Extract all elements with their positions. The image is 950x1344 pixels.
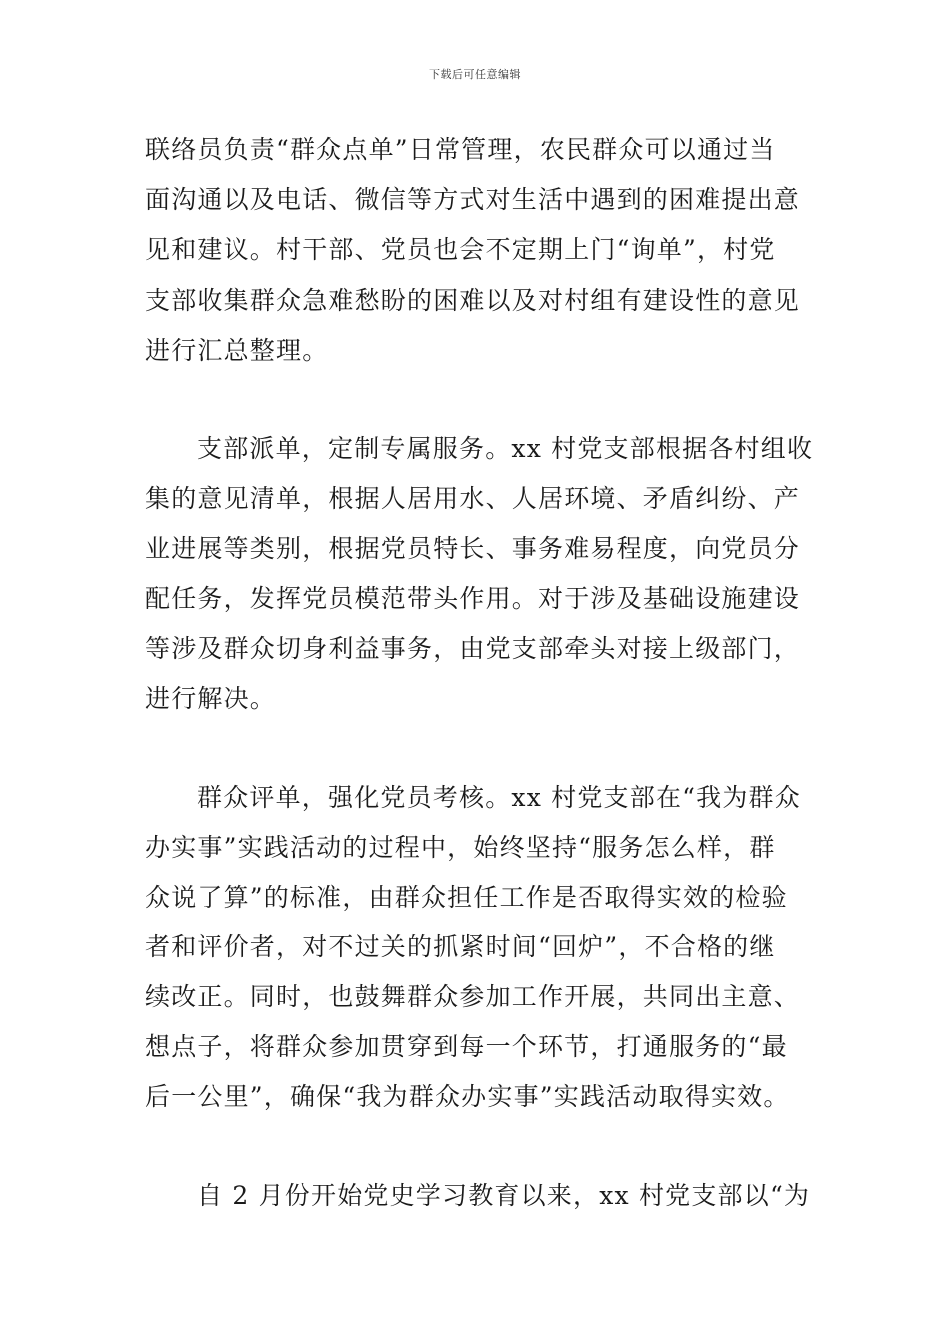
text-line: 面沟通以及电话、微信等方式对生活中遇到的困难提出意 [145, 185, 801, 214]
text-line: 支部收集群众急难愁盼的困难以及对村组有建设性的意见 [145, 286, 801, 315]
text-line: 配任务，发挥党员模范带头作用。对于涉及基础设施建设 [145, 584, 801, 613]
text-line: 业进展等类别，根据党员特长、事务难易程度，向党员分 [145, 534, 801, 563]
text-line: 想点子，将群众参加贯穿到每一个环节，打通服务的“最 [145, 1032, 788, 1061]
text-line: 办实事”实践活动的过程中，始终坚持“服务怎么样，群 [145, 833, 776, 862]
text-line: 联络员负责“群众点单”日常管理，农民群众可以通过当 [145, 135, 776, 164]
text-line: 等涉及群众切身利益事务，由党支部牵头对接上级部门， [145, 634, 801, 663]
text-line: 集的意见清单，根据人居用水、人居环境、矛盾纠纷、产 [145, 484, 801, 513]
text-line: 后一公里”，确保“我为群众办实事”实践活动取得实效。 [145, 1082, 790, 1111]
text-line: 群众评单，强化党员考核。xx 村党支部在“我为群众 [197, 783, 801, 812]
text-line: 者和评价者，对不过关的抓紧时间“回炉”，不合格的继 [145, 932, 776, 961]
text-line: 见和建议。村干部、党员也会不定期上门“询单”，村党 [145, 235, 776, 264]
text-line: 自 2 月份开始党史学习教育以来，xx 村党支部以“为 [197, 1181, 811, 1210]
text-line: 支部派单，定制专属服务。xx 村党支部根据各村组收 [197, 434, 814, 463]
text-line: 进行解决。 [145, 684, 277, 713]
text-line: 进行汇总整理。 [145, 336, 329, 365]
text-line: 众说了算”的标准，由群众担任工作是否取得实效的检验 [145, 883, 788, 912]
page-header: 下载后可任意编辑 [429, 68, 521, 81]
text-line: 续改正。同时，也鼓舞群众参加工作开展，共同出主意、 [145, 982, 801, 1011]
